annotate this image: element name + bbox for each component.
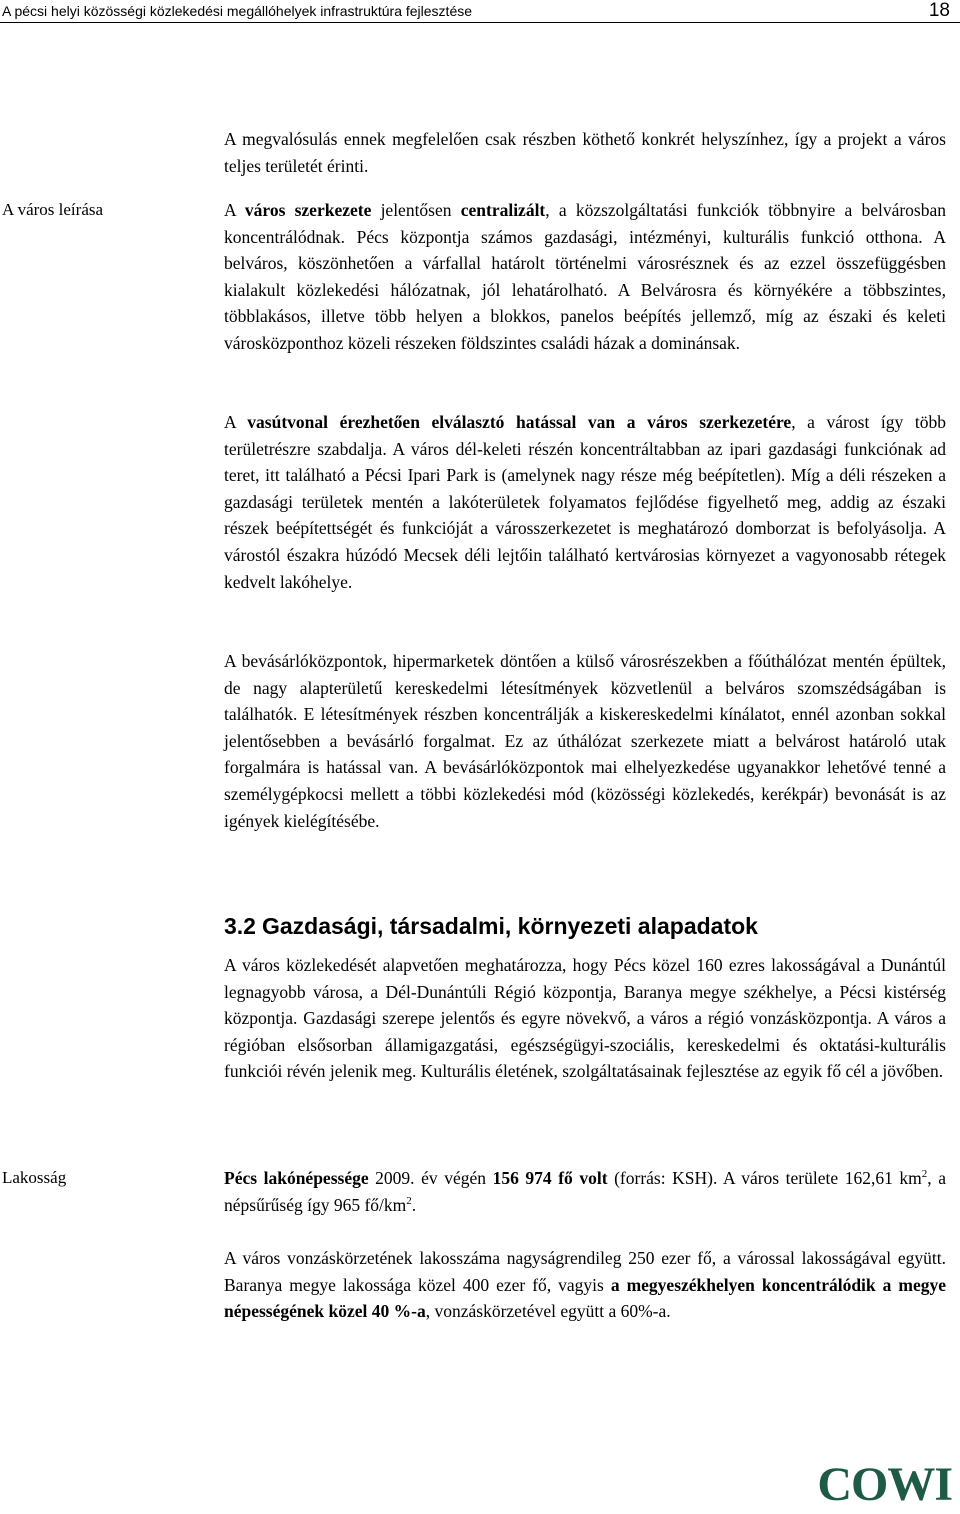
paragraph-varos-szerkezete: A város szerkezete jelentősen centralizált, a közszolgáltatási funkciók többnyire a belvárosban koncentrálódnak. Pécs központja számos gazdasági, intézményi, kulturális funkció otthona. A belváros, köszönhetően a várfallal határolt történelmi városrésznek és az ezzel összefüggésben kialakult közlekedési hálózatnak, jól lehatárolható. A Belvárosra és környékére a többszintes, többlakásos, illetve több helyen a blokkos, panelos beépítés jellemző, míg az északi és keleti városközponthoz közeli részeken földszintes családi házak a dominánsak. — [224, 200, 946, 353]
paragraph-vonzaskorzet: A város vonzáskörzetének lakosszáma nagyságrendileg 250 ezer fő, a várossal lakosságával együtt. Baranya megye lakossága közel 400 ezer fő, vagyis a megyeszékhelyen koncentrálódik a megye népességének közel 40 %-a, vonzáskörzetével együtt a 60%-a. — [224, 1248, 946, 1322]
side-label-lakossag: Lakosság — [2, 1168, 67, 1187]
paragraph-lakonepesseg: Pécs lakónépessége 2009. év végén 156 974 fő volt (forrás: KSH). A város területe 162,61 $km^2$, a népsűrűség így 965 $fő/km^2$. — [224, 1168, 946, 1215]
section-number: 3.2 — [224, 913, 256, 939]
page-header — [0, 0, 960, 23]
paragraph-vasutvonal: A vasútvonal érezhetően elválasztó hatással van a város szerkezetére, a várost így több területrészre szabdalja. A város dél-keleti részén koncentráltabban az ipari gazdasági funkciónak ad teret, itt található a Pécsi Ipari Park is (amelynek nagy része még beépítetlen). Míg a déli részeken a gazdasági területek mentén a lakóterületek folyamatos fejlődése figyelhető meg, addig az északi részek beépítettségét és funkcióját a városszerkezetet is meghatározó domborzat is befolyásolja. A várostól északra húzódó Mecsek déli lejtőin található kertvárosias környezet a vagyonosabb rétegek kedvelt lakóhelye. — [224, 412, 946, 592]
document-title: A pécsi helyi közösségi közlekedési megállóhelyek infrastruktúra fejlesztése — [2, 3, 473, 19]
page-number: 18 — [928, 0, 950, 21]
paragraph-bevasarlokozpontok: A bevásárlóközpontok, hipermarketek döntően a külső városrészekben a főúthálózat mentén épültek, de nagy alapterületű kereskedelmi létesítmények közvetlenül a belváros szomszédságában is találhatók. E létesítmények részben koncentrálják a kiskereskedelmi kínálatot, ennél azonban sokkal jelentősebben a bevásárló forgalmat. Ez az úthálózat szerkezete miatt a belvárost határoló utak forgalmára is hatással van. A bevásárlóközpontok mai elhelyezkedése ugyanakkor lehetővé tenné a személygépkocsi mellett a többi közlekedési mód (közösségi közlekedés, kerékpár) bevonását is az igények kielégítésébe. — [224, 651, 946, 831]
paragraph-kozlekedes: A város közlekedését alapvetően meghatározza, hogy Pécs közel 160 ezres lakosságával a Dunántúl legnagyobb városa, a Dél-Dunántúli Régió központja, Baranya megye székhelye, a Pécsi kistérség központja. Gazdasági szerepe jelentős és egyre növekvő, a város a régió vonzásközpontja. A város a régióban elsősorban államigazgatási, egészségügyi-szociális, kereskedelmi és oktatási-kulturális funkciói révén jelenik meg. Kulturális életének, szolgáltatásainak fejlesztése az egyik fő cél a jövőben. — [224, 955, 946, 1082]
cowi-logo: COWI — [817, 1458, 952, 1511]
section-heading — [224, 911, 758, 941]
section-title: Gazdasági, társadalmi, környezeti alapadatok — [261, 913, 758, 939]
paragraph-megvalosulas: A megvalósulás ennek megfelelően csak részben köthető konkrét helyszínhez, így a projekt a város teljes területét érinti. — [224, 129, 946, 176]
side-label-varos-leirasa: A város leírása — [2, 200, 104, 219]
